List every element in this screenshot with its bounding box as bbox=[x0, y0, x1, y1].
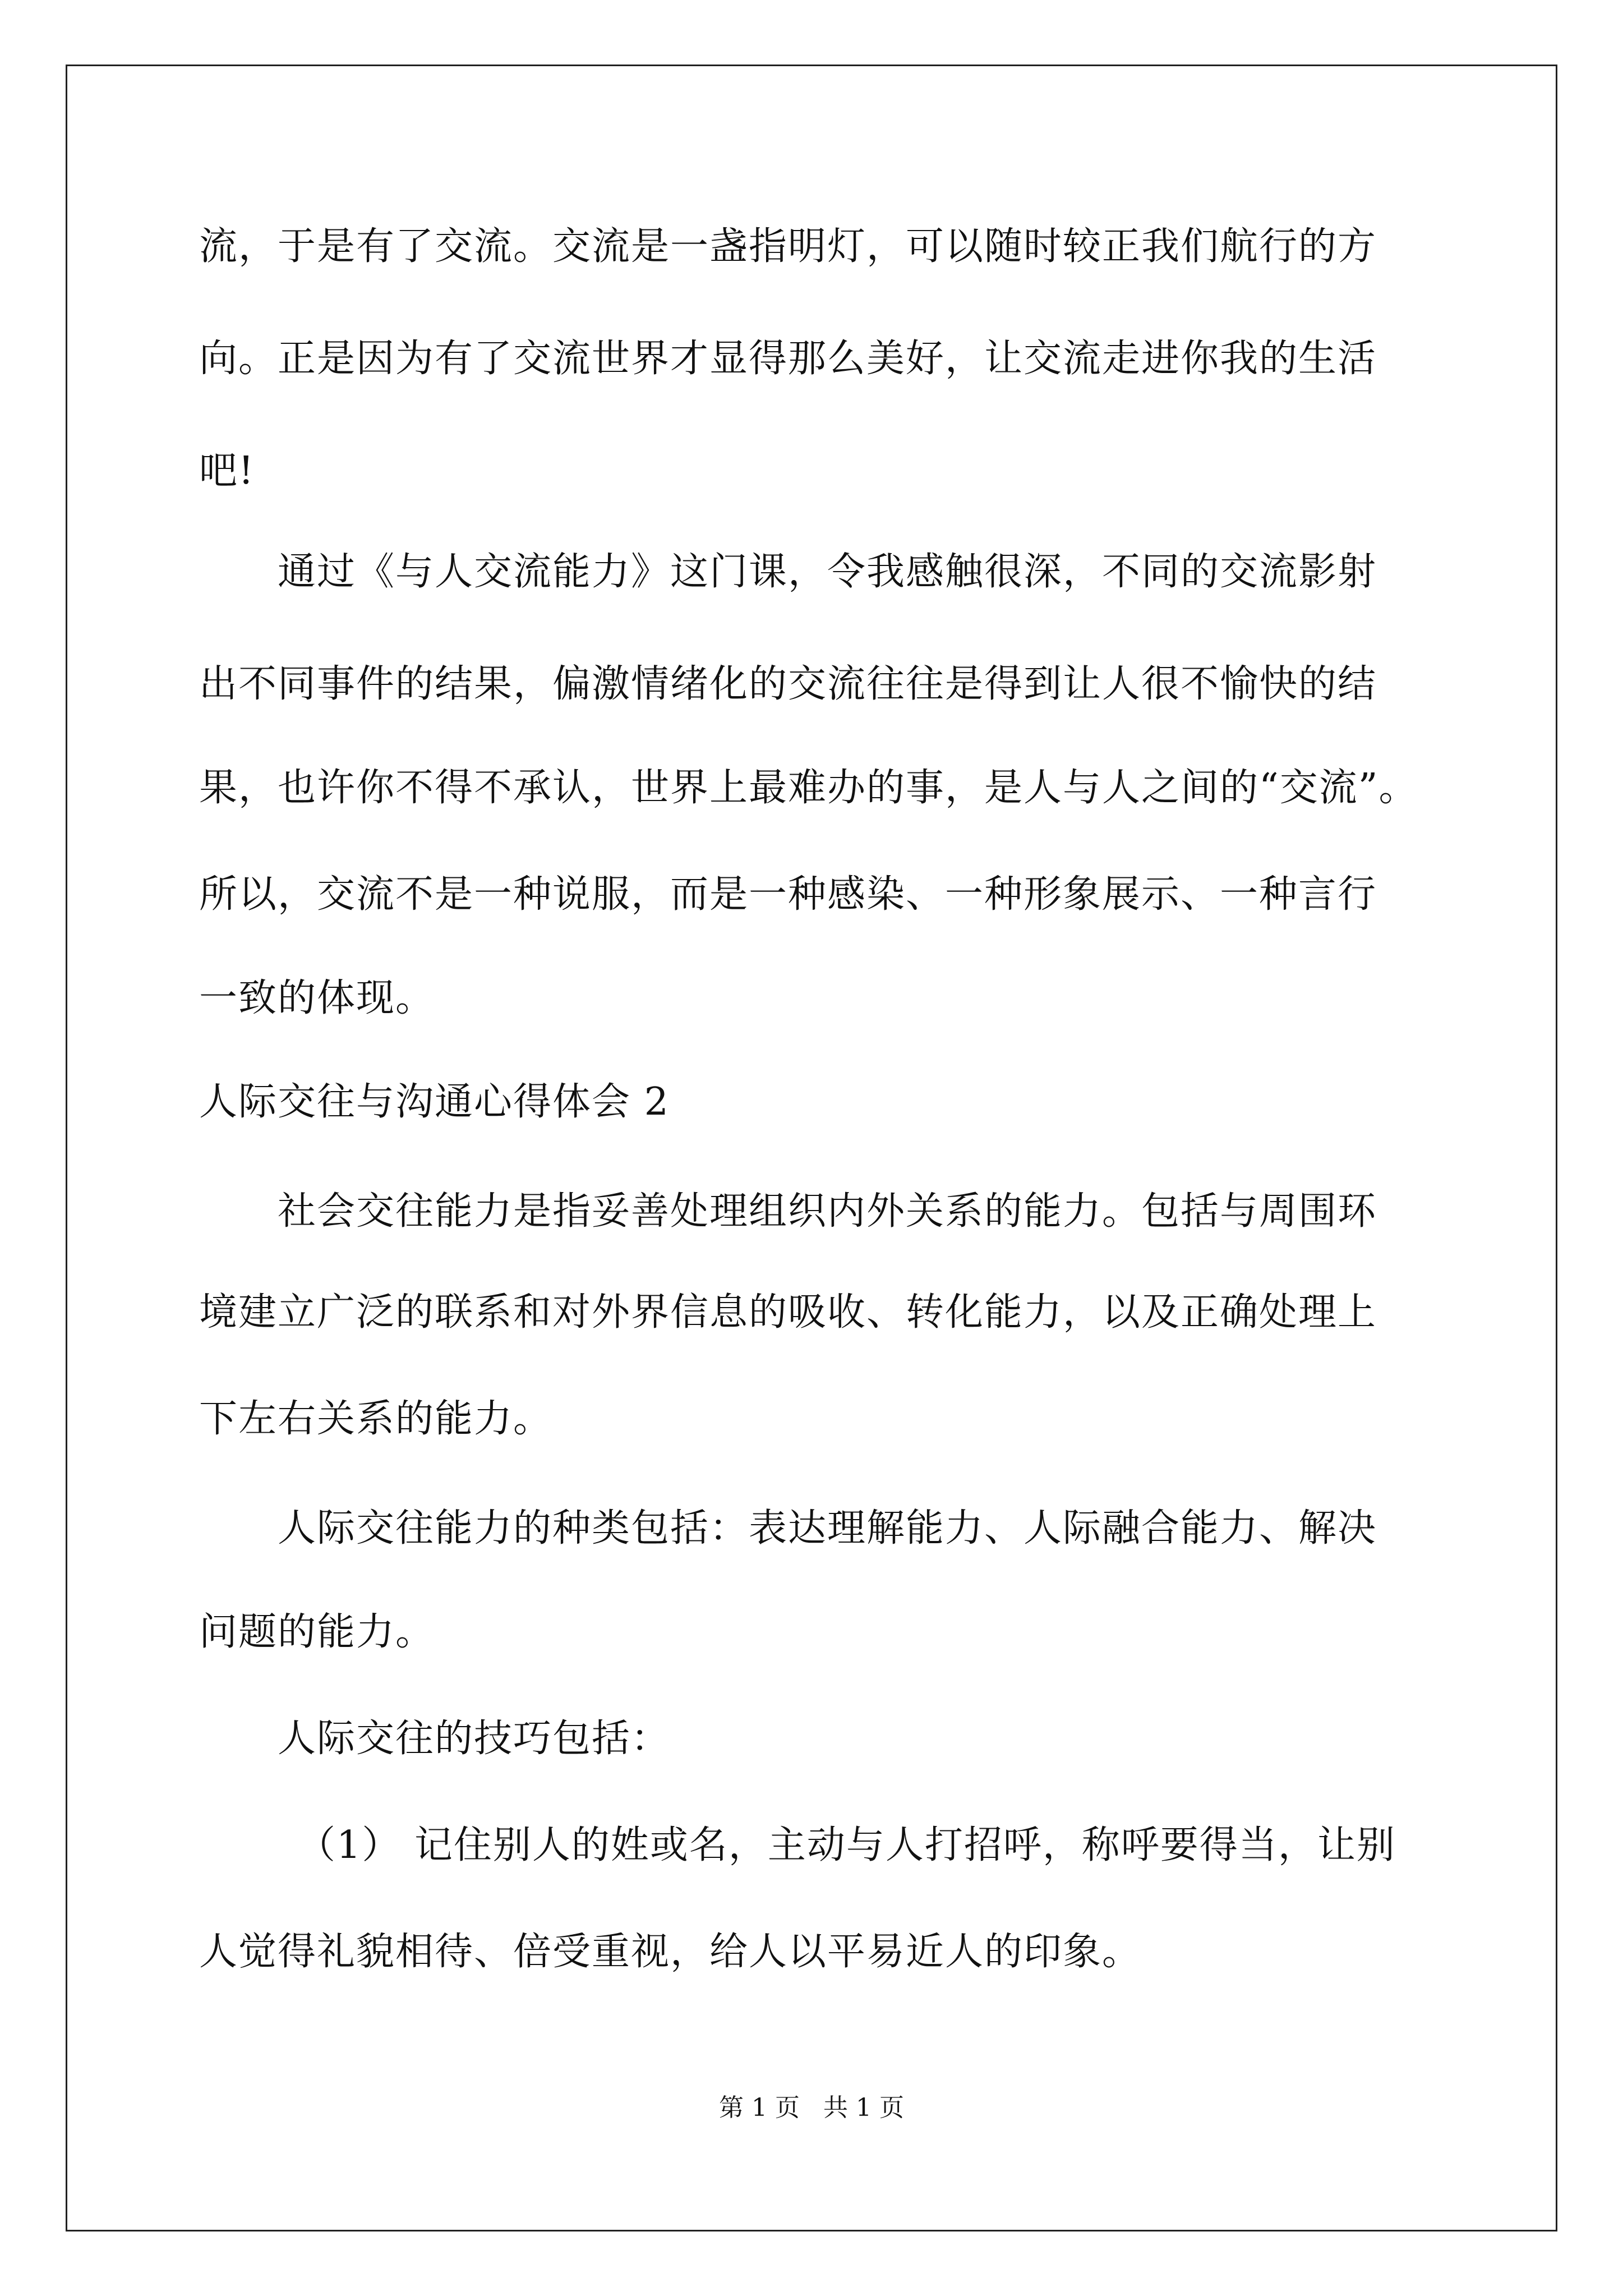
text-line-17: 人觉得礼貌相待、倍受重视，给人以平易近人的印象。 bbox=[199, 1930, 1142, 1974]
text-line-6: 果，也许你不得不承认，世界上最难办的事，是人与人之间的“交流”。 bbox=[199, 766, 1418, 810]
section-heading: 人际交往与沟通心得体会 2 bbox=[199, 1080, 670, 1124]
text-line-8: 一致的体现。 bbox=[199, 976, 435, 1020]
text-line-14: 问题的能力。 bbox=[199, 1610, 435, 1654]
page-footer: 第 1 页 共 1 页 bbox=[719, 2093, 904, 2122]
text-line-3: 吧! bbox=[199, 449, 255, 493]
page-border bbox=[66, 65, 1557, 2231]
text-line-13: 人际交往能力的种类包括：表达理解能力、人际融合能力、解决 bbox=[278, 1506, 1377, 1550]
text-line-15: 人际交往的技巧包括： bbox=[278, 1717, 671, 1761]
text-line-4: 通过《与人交流能力》这门课，令我感触很深，不同的交流影射 bbox=[278, 550, 1377, 594]
text-line-11: 境建立广泛的联系和对外界信息的吸收、转化能力，以及正确处理上 bbox=[199, 1290, 1377, 1335]
text-line-1: 流，于是有了交流。交流是一盏指明灯，可以随时较正我们航行的方 bbox=[199, 224, 1377, 269]
text-line-12: 下左右关系的能力。 bbox=[199, 1397, 553, 1441]
text-line-5: 出不同事件的结果，偏激情绪化的交流往往是得到让人很不愉快的结 bbox=[199, 662, 1377, 706]
text-line-7: 所以，交流不是一种说服，而是一种感染、一种形象展示、一种言行 bbox=[199, 872, 1377, 917]
text-line-10: 社会交往能力是指妥善处理组织内外关系的能力。包括与周围环 bbox=[278, 1189, 1377, 1234]
text-line-16: （1） 记住别人的姓或名，主动与人打招呼，称呼要得当，让别 bbox=[297, 1823, 1396, 1867]
text-line-2: 向。正是因为有了交流世界才显得那么美好，让交流走进你我的生活 bbox=[199, 337, 1377, 381]
